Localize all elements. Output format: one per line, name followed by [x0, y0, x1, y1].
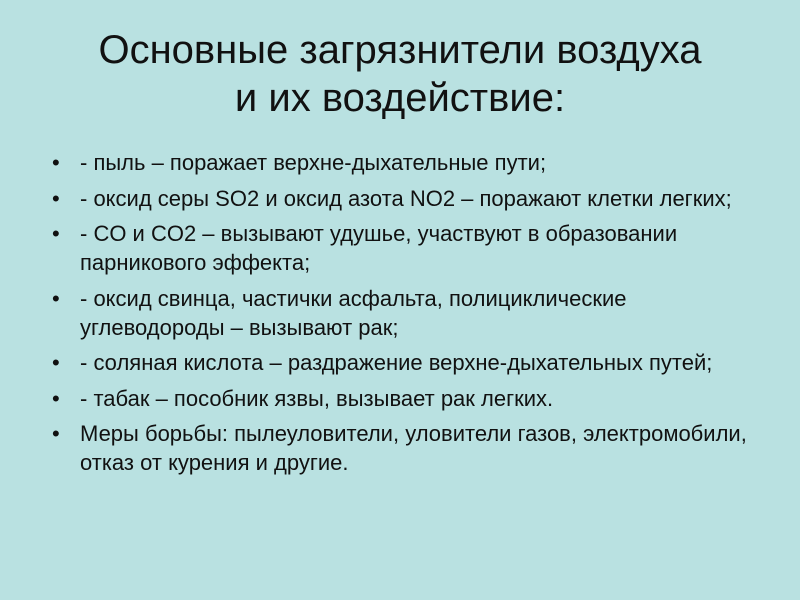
bullet-dot-icon: •	[52, 285, 60, 311]
slide-title	[40, 26, 760, 122]
bullet-item-lead-oxide	[50, 284, 770, 342]
bullet-text: - табак – пособник язвы, вызывает рак легких.	[80, 385, 554, 411]
bullet-dot-icon: •	[52, 350, 60, 375]
bullet-text: - пыль – поражает верхне-дыхательные пути;	[80, 150, 547, 175]
bullet-item-sulfur-nitrogen-oxides	[50, 184, 770, 213]
bullet-dot-icon: •	[52, 421, 60, 446]
bullet-list	[50, 148, 770, 484]
bullet-item-carbon-oxides	[50, 219, 770, 277]
bullet-item-control-measures	[50, 419, 770, 477]
bullet-item-hydrochloric-acid	[50, 348, 770, 377]
bullet-text: - оксид свинца, частички асфальта, полициклические углеводороды – вызывают рак;	[80, 285, 627, 340]
bullet-dot-icon: •	[52, 185, 60, 211]
bullet-dot-icon: •	[52, 385, 60, 411]
bullet-text: Меры борьбы: пылеуловители, уловители газов, электромобили, отказ от курения и другие.	[80, 421, 747, 475]
bullet-item-dust	[50, 148, 770, 177]
slide-title-line-2: и их воздействие:	[234, 76, 566, 120]
bullet-text: - соляная кислота – раздражение верхне-дыхательных путей;	[80, 350, 713, 375]
slide-title-line-1: Основные загрязнители воздуха	[98, 28, 702, 72]
bullet-text: - CO и CO2 – вызывают удушье, участвуют в образовании парникового эффекта;	[80, 221, 678, 275]
bullet-item-tobacco	[50, 384, 770, 413]
bullet-dot-icon: •	[52, 221, 60, 246]
bullet-text: - оксид серы SO2 и оксид азота NO2 – поражают клетки легких;	[80, 185, 732, 211]
bullet-dot-icon: •	[52, 150, 60, 175]
